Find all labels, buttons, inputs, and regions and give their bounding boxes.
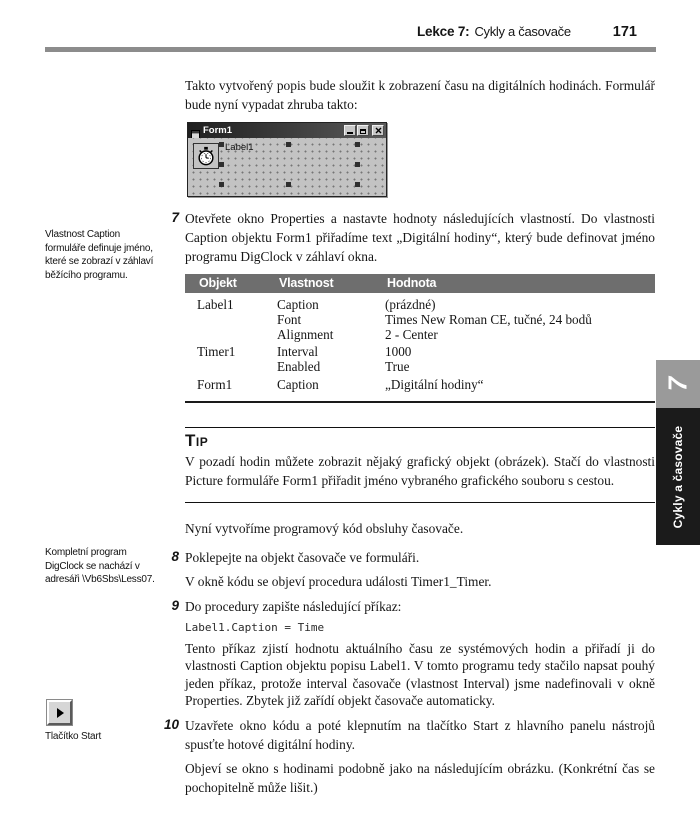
cell-hodnota: True — [385, 359, 410, 375]
timer-icon — [196, 146, 216, 166]
cell-vlastnost: Interval — [277, 344, 319, 360]
cell-hodnota: 2 - Center — [385, 326, 438, 342]
window-controls — [344, 125, 384, 136]
margin-note-digclock: Kompletní program DigClock se nachází v adresáři \Vb6Sbs\Less07. — [45, 547, 155, 585]
tip-box — [185, 427, 655, 503]
step-text: Otevřete okno Properties a nastavte hodnoty následujících vlastností. Do vlastnosti Caption objektu Form1 přiřadíme text „Digitální hodiny“, který bude definovat jméno programu DigClock v záhlaví okna. — [185, 211, 655, 264]
maximize-icon — [360, 129, 366, 134]
step-explanation: Tento příkaz zjistí hodnotu aktuálního času ze systémových hodin a přiřadí ji do vlastnosti Caption objektu popisu Label1. V tomto programu tedy stačilo napsat pouhý jeden příkaz, protože interval časovače (vlastnost Interval) jsme nadefinovali v okně Properties. Zbytek již zařídí objekt časovače automaticky. — [185, 640, 655, 709]
cell-objekt — [197, 360, 277, 375]
page-header — [45, 24, 655, 40]
chapter-tab-label: Cykly a časovače — [656, 408, 700, 545]
cell-objekt: Label1 — [197, 297, 234, 312]
cell-vlastnost: Font — [277, 311, 302, 327]
step-text: Uzavřete okno kódu a poté klepnutím na tlačítko Start z hlavního panelu nástrojů spusťte hotové digitální hodiny. — [185, 717, 655, 752]
transition-paragraph: Nyní vytvoříme programový kód obsluhy časovače. — [185, 520, 464, 536]
table-row — [185, 378, 655, 393]
header-rule — [45, 47, 656, 52]
step-number: 9 — [171, 597, 179, 613]
table-body — [185, 293, 655, 403]
header-lesson-number: Lekce 7: — [417, 24, 470, 39]
close-button[interactable] — [372, 125, 384, 136]
intro-paragraph: Takto vytvořený popis bude sloužit k zobrazení času na digitálních hodinách. Formulář bude nyní vypadat zhruba takto: — [185, 78, 655, 112]
main-column — [163, 76, 655, 803]
cell-vlastnost: Caption — [277, 297, 319, 312]
start-button[interactable] — [47, 700, 72, 725]
minimize-icon — [347, 132, 353, 134]
cell-objekt — [197, 328, 277, 343]
step-text: Do procedury zapište následující příkaz: — [185, 598, 402, 614]
maximize-button[interactable] — [357, 125, 369, 136]
step-7 — [171, 209, 655, 266]
cell-objekt: Timer1 — [197, 344, 236, 360]
selection-handle[interactable] — [286, 142, 291, 147]
step-10 — [163, 716, 655, 797]
chapter-tab-number: 7 — [656, 360, 700, 408]
cell-vlastnost: Alignment — [277, 326, 334, 342]
selection-handle[interactable] — [219, 182, 224, 187]
tip-text: V pozadí hodin můžete zobrazit nějaký grafický objekt (obrázek). Stačí do vlastnosti Picture formuláře Form1 přiřadit jméno vybraného grafického souboru s cestou. — [185, 453, 655, 488]
table-row — [185, 345, 655, 360]
close-icon — [375, 127, 382, 134]
step-number: 8 — [171, 548, 179, 564]
timer-control[interactable] — [193, 143, 219, 169]
properties-table — [185, 274, 655, 403]
step-result-text: V okně kódu se objeví procedura události Timer1_Timer. — [185, 573, 492, 589]
form1-screenshot — [187, 122, 387, 197]
table-row — [185, 328, 655, 343]
step-result-text: Objeví se okno s hodinami podobně jako na následujícím obrázku. (Konkrétní čas se pochopitelně může lišit.) — [185, 760, 655, 795]
table-header-row — [185, 274, 655, 293]
column-header-objekt: Objekt — [199, 276, 237, 290]
form1-title: Form1 — [203, 125, 233, 136]
cell-hodnota: 1000 — [385, 344, 412, 360]
step-8 — [171, 548, 655, 591]
cell-hodnota: „Digitální hodiny“ — [385, 376, 484, 392]
start-icon — [57, 708, 64, 718]
tip-heading: Tip — [185, 430, 209, 450]
form1-titlebar — [188, 123, 386, 138]
cell-hodnota: (prázdné) — [385, 297, 436, 312]
form1-canvas — [188, 138, 386, 196]
step-number: 10 — [163, 716, 179, 732]
selection-handle[interactable] — [355, 142, 360, 147]
column-header-hodnota: Hodnota — [387, 276, 437, 290]
step-9 — [171, 597, 655, 710]
cell-objekt — [197, 313, 277, 328]
start-button-caption: Tlačítko Start — [45, 731, 102, 742]
minimize-button[interactable] — [344, 125, 356, 136]
form-window-icon — [191, 126, 200, 135]
table-row — [185, 313, 655, 328]
table-row — [185, 298, 655, 313]
cell-objekt: Form1 — [197, 376, 233, 392]
selection-handle[interactable] — [219, 142, 224, 147]
column-header-vlastnost: Vlastnost — [279, 276, 334, 290]
cell-vlastnost: Enabled — [277, 359, 321, 375]
code-snippet: Label1.Caption = Time — [185, 620, 325, 634]
selection-handle[interactable] — [286, 182, 291, 187]
selection-handle[interactable] — [355, 182, 360, 187]
selection-handle[interactable] — [355, 162, 360, 167]
table-row — [185, 360, 655, 375]
cell-vlastnost: Caption — [277, 376, 319, 392]
page-number: 171 — [612, 24, 637, 40]
cell-hodnota: Times New Roman CE, tučné, 24 bodů — [385, 311, 592, 327]
step-text: Poklepejte na objekt časovače ve formuláři. — [185, 549, 420, 565]
selection-handle[interactable] — [219, 162, 224, 167]
header-lesson-title: Cykly a časovače — [474, 24, 571, 39]
label1-control[interactable]: Label1 — [225, 142, 254, 153]
step-number: 7 — [171, 210, 179, 225]
margin-note-caption: Vlastnost Caption formuláře definuje jméno, které se zobrazí v záhlaví běžícího programu. — [45, 229, 154, 281]
